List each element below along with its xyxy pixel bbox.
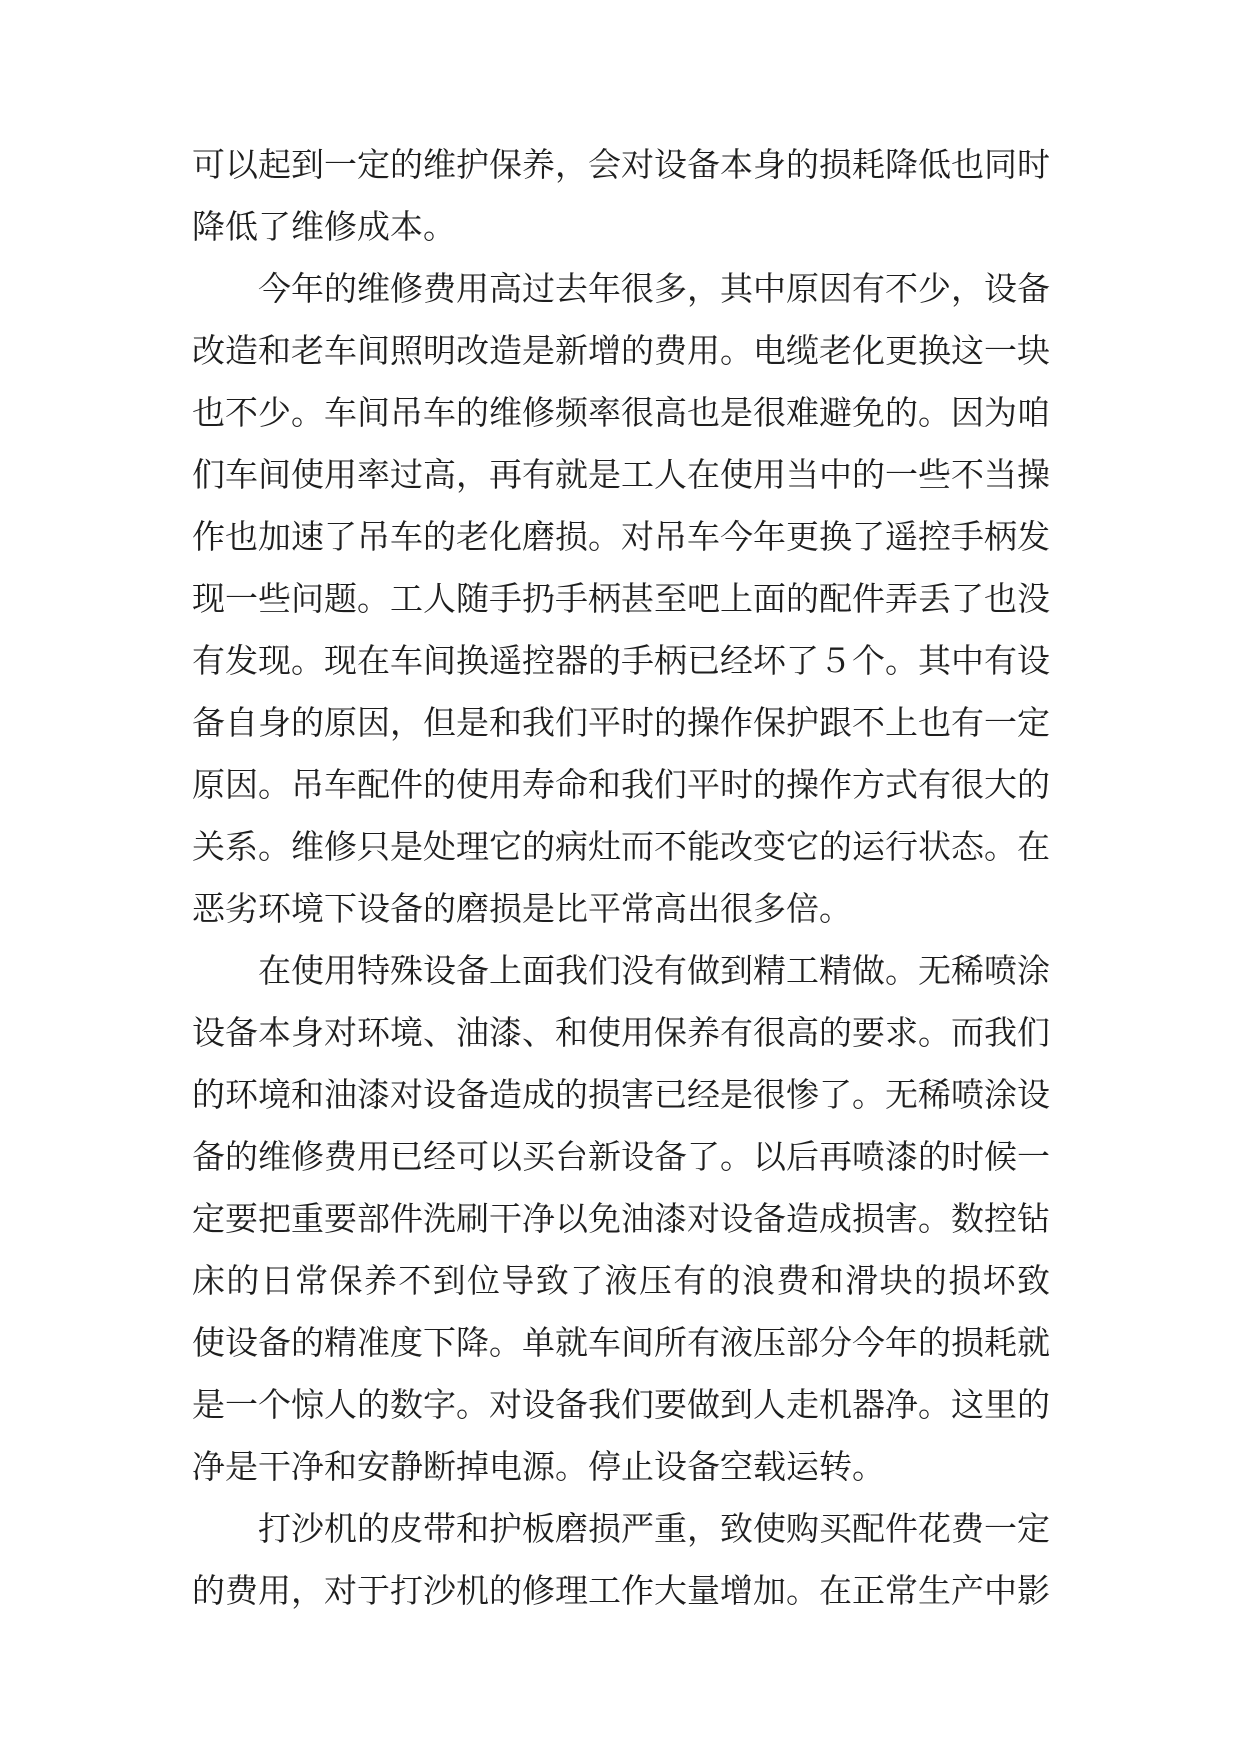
text-line: 的环境和油漆对设备造成的损害已经是很惨了。无稀喷涂设 [192, 1075, 1050, 1114]
text-line: 备自身的原因，但是和我们平时的操作保护跟不上也有一定 [192, 703, 1050, 742]
body-text [192, 134, 1050, 1622]
paragraph [192, 940, 1050, 1498]
text-line: 也不少。车间吊车的维修频率很高也是很难避免的。因为咱 [192, 393, 1050, 432]
paragraph [192, 1498, 1050, 1622]
text-line: 今年的维修费用高过去年很多，其中原因有不少，设备 [258, 269, 1050, 308]
text-line: 降低了维修成本。 [192, 207, 456, 246]
text-line: 有发现。现在车间换遥控器的手柄已经坏了５个。其中有设 [192, 641, 1050, 680]
text-line: 备的维修费用已经可以买台新设备了。以后再喷漆的时候一 [192, 1137, 1050, 1176]
text-line: 恶劣环境下设备的磨损是比平常高出很多倍。 [192, 889, 852, 928]
text-line: 改造和老车间照明改造是新增的费用。电缆老化更换这一块 [192, 331, 1050, 370]
paragraph [192, 258, 1050, 940]
text-line: 是一个惊人的数字。对设备我们要做到人走机器净。这里的 [192, 1385, 1050, 1424]
text-line: 的费用，对于打沙机的修理工作大量增加。在正常生产中影 [192, 1571, 1050, 1610]
text-line: 床的日常保养不到位导致了液压有的浪费和滑块的损坏致 [192, 1261, 1050, 1300]
text-line: 在使用特殊设备上面我们没有做到精工精做。无稀喷涂 [258, 951, 1050, 990]
text-line: 们车间使用率过高，再有就是工人在使用当中的一些不当操 [192, 455, 1050, 494]
text-line: 定要把重要部件洗刷干净以免油漆对设备造成损害。数控钻 [192, 1199, 1050, 1238]
text-line: 打沙机的皮带和护板磨损严重，致使购买配件花费一定 [258, 1509, 1050, 1548]
text-line: 原因。吊车配件的使用寿命和我们平时的操作方式有很大的 [192, 765, 1050, 804]
paragraph [192, 134, 1050, 258]
text-line: 可以起到一定的维护保养，会对设备本身的损耗降低也同时 [192, 145, 1050, 184]
text-line: 作也加速了吊车的老化磨损。对吊车今年更换了遥控手柄发 [192, 517, 1050, 556]
text-line: 使设备的精准度下降。单就车间所有液压部分今年的损耗就 [192, 1323, 1050, 1362]
text-line: 净是干净和安静断掉电源。停止设备空载运转。 [192, 1447, 885, 1486]
text-line: 设备本身对环境、油漆、和使用保养有很高的要求。而我们 [192, 1013, 1050, 1052]
text-line: 现一些问题。工人随手扔手柄甚至吧上面的配件弄丢了也没 [192, 579, 1050, 618]
text-line: 关系。维修只是处理它的病灶而不能改变它的运行状态。在 [192, 827, 1050, 866]
